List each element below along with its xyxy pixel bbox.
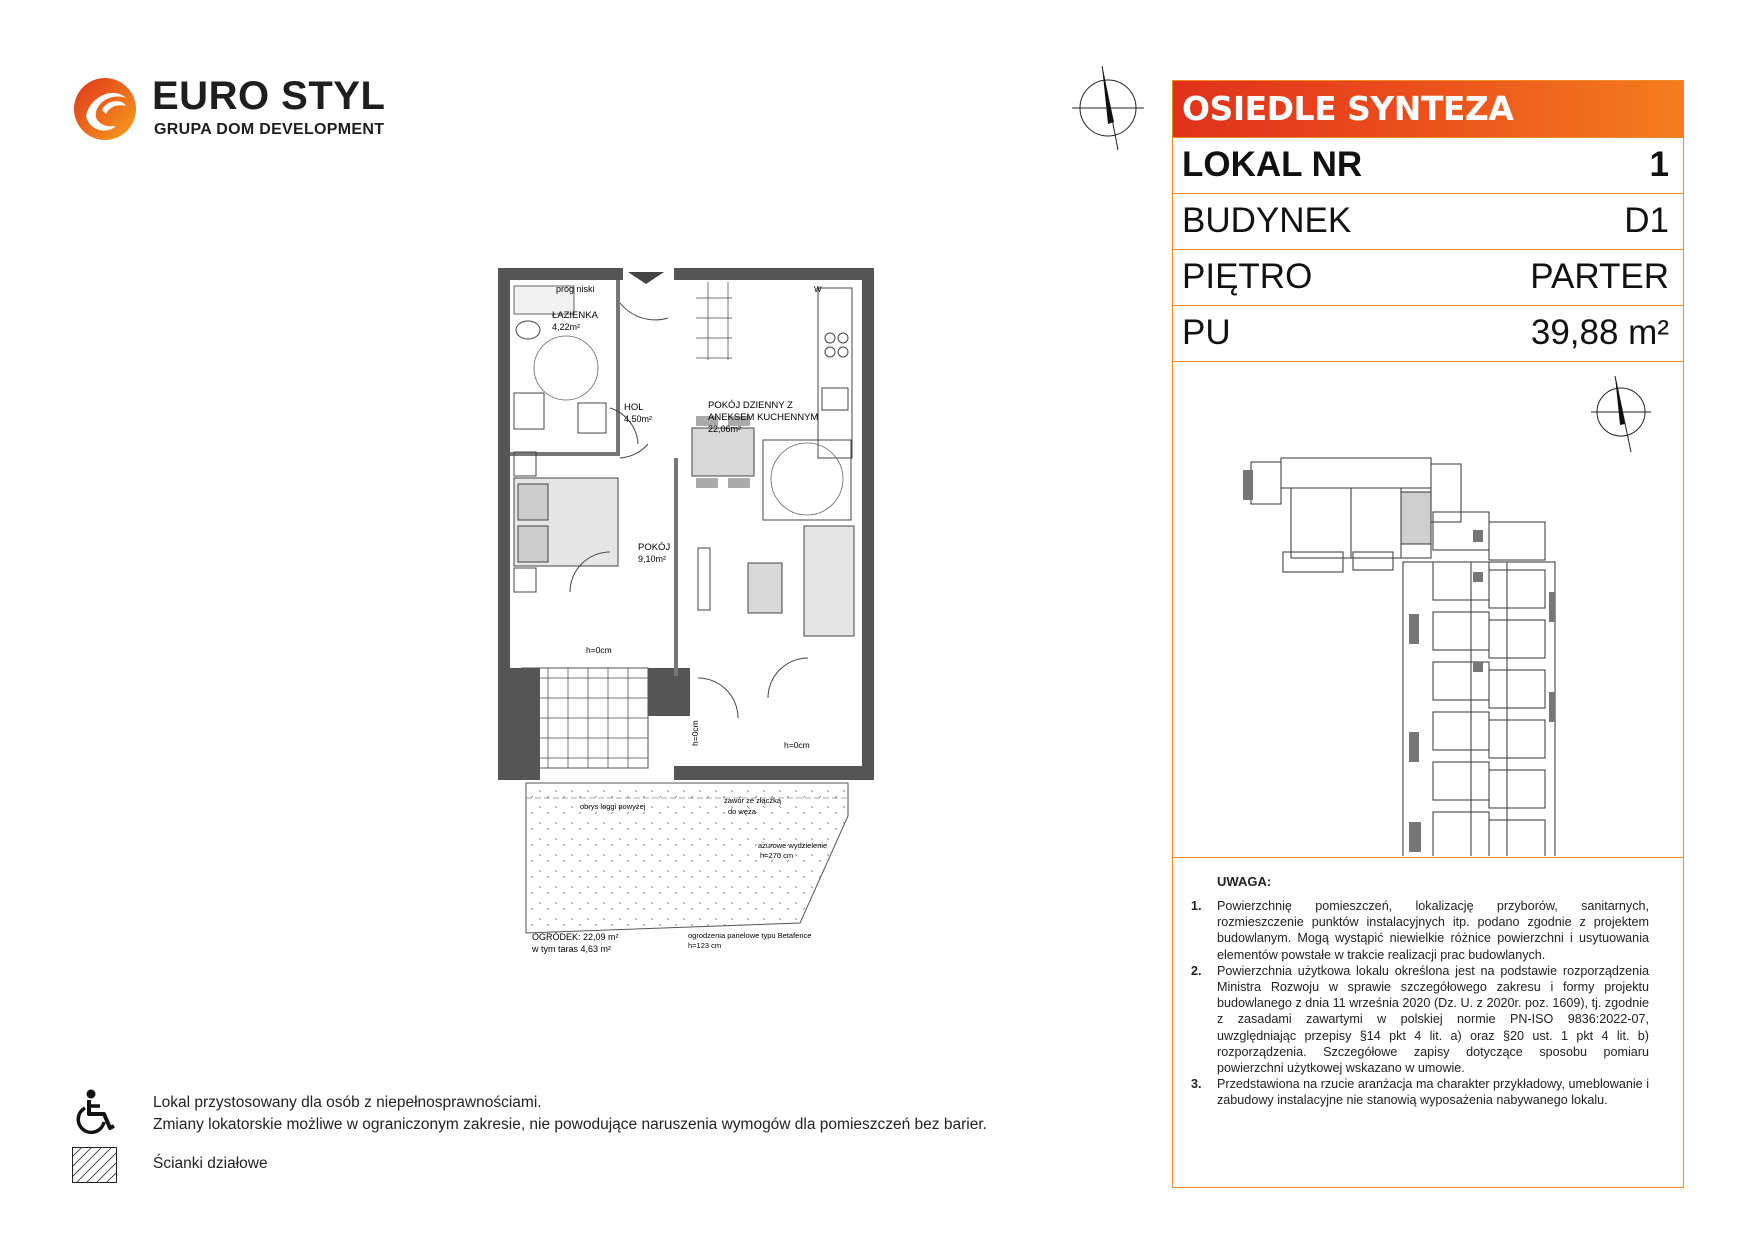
room-area-hall: 4,50m² xyxy=(624,414,653,424)
room-area-bathroom: 4,22m² xyxy=(552,322,581,332)
threshold-h0-b: h=0cm xyxy=(690,720,700,746)
row-label: LOKAL NR xyxy=(1182,145,1363,184)
hatch-pattern-icon xyxy=(72,1147,117,1183)
brand-name: EURO STYL xyxy=(152,74,386,118)
panel-fence-note-2: h=123 cm xyxy=(688,941,722,950)
fence-note-2: h=270 cm xyxy=(760,851,794,860)
note-text: Przedstawiona na rzucie aranżacja ma charakter przykładowy, umeblowanie i zabudowy instalacyjne nie stanowią wyposażenia nabywanego lokalu. xyxy=(1217,1077,1649,1108)
garden-terrace-label: w tym taras 4,63 m² xyxy=(532,944,612,954)
garden-area xyxy=(526,783,848,933)
row-label: PIĘTRO xyxy=(1182,257,1313,296)
note-item xyxy=(1191,1076,1649,1108)
note-number: 2. xyxy=(1191,963,1202,978)
note-item xyxy=(1191,898,1649,963)
room-name-bedroom: POKÓJ xyxy=(638,542,671,553)
estate-title: OSIEDLE SYNTEZA xyxy=(1173,81,1683,137)
notes-list xyxy=(1191,898,1649,1109)
row-label: BUDYNEK xyxy=(1182,201,1352,240)
panel-fence-note-1: ogrodzenia panelowe typu Betafence xyxy=(688,931,812,940)
row-label: PU xyxy=(1182,313,1231,352)
threshold-h0-c: h=0cm xyxy=(784,740,810,750)
compass-icon xyxy=(1591,376,1651,452)
row-building xyxy=(1173,193,1683,248)
note-number: 3. xyxy=(1191,1077,1202,1092)
note-item xyxy=(1191,963,1649,1076)
room-name-living: POKÓJ DZIENNY Z xyxy=(708,400,793,411)
room-name-bathroom: ŁAZIENKA xyxy=(552,310,598,321)
room-area-living: 22,06m² xyxy=(708,424,742,434)
valve-note-2: do węża xyxy=(728,807,756,816)
row-unit-number xyxy=(1173,137,1683,192)
brand-subtitle: GRUPA DOM DEVELOPMENT xyxy=(154,121,385,138)
garden-area-label: OGRÓDEK: 22,09 m² xyxy=(532,932,619,942)
wheelchair-icon xyxy=(74,1088,120,1136)
room-area-bedroom: 9,10m² xyxy=(638,554,667,564)
threshold-label: próg niski xyxy=(556,284,595,294)
row-value: PARTER xyxy=(1530,257,1669,296)
w-label: W xyxy=(814,285,822,294)
valve-note-1: zawór ze złączką xyxy=(724,796,782,805)
row-floor xyxy=(1173,249,1683,304)
partition-walls-label: Ścianki działowe xyxy=(153,1155,268,1172)
floor-plan xyxy=(488,258,918,1008)
loggia-note: obrys loggi powyżej xyxy=(580,802,646,811)
fence-note-1: ażurowe wydzielenie xyxy=(758,841,828,850)
notes-title: UWAGA: xyxy=(1217,874,1272,889)
row-value: 1 xyxy=(1649,145,1669,184)
note-text: Powierzchnia użytkowa lokalu określona jest na podstawie rozporządzenia Ministra Rozwoju w sprawie szczegółowego zakresu i formy projektu budowlanego z dnia 11 września 2020 (Dz. U. z 2020r. poz. 1609), tj. zgodnie z zasadami zawartymi w polskiej normie PN-ISO 9836:2022-07, uwzględniając przepisy §14 pkt 4 lit. a) oraz §20 ust. 1 pkt 4 lit. b) rozporządzenia. Szczegółowe zapisy dotyczące sposobu pomiaru powierzchni użytkowej wskazano w umowie. xyxy=(1217,963,1649,1076)
row-value: D1 xyxy=(1624,201,1669,240)
info-panel xyxy=(1172,80,1684,1188)
accessibility-note xyxy=(153,1092,987,1136)
accessibility-line-2: Zmiany lokatorskie możliwe w ograniczonym zakresie, nie powodujące naruszenia wymogów dla pomieszczeń bez barier. xyxy=(153,1116,987,1133)
row-value: 39,88 m² xyxy=(1530,313,1669,352)
accessibility-line-1: Lokal przystosowany dla osób z niepełnosprawnościami. xyxy=(153,1094,542,1111)
brand-logo-icon xyxy=(72,76,138,142)
site-plan xyxy=(1173,361,1683,857)
room-name-living-2: ANEKSEM KUCHENNYM xyxy=(708,412,819,423)
note-number: 1. xyxy=(1191,899,1202,913)
note-text: Powierzchnię pomieszczeń, lokalizację przyborów, sanitarnych, rozmieszczenie punktów instalacyjnych itp. podano zgodnie z projektem budowlanym. Mogą wystąpić niewielkie różnice powierzchni i usytuowania elementów powstałe w trakcie realizacji prac budowlanych. xyxy=(1217,899,1649,962)
row-area xyxy=(1173,305,1683,360)
compass-icon xyxy=(1068,62,1150,152)
notes-section xyxy=(1173,857,1683,1187)
room-name-hall: HOL xyxy=(624,402,644,413)
threshold-h0-a: h=0cm xyxy=(586,645,612,655)
